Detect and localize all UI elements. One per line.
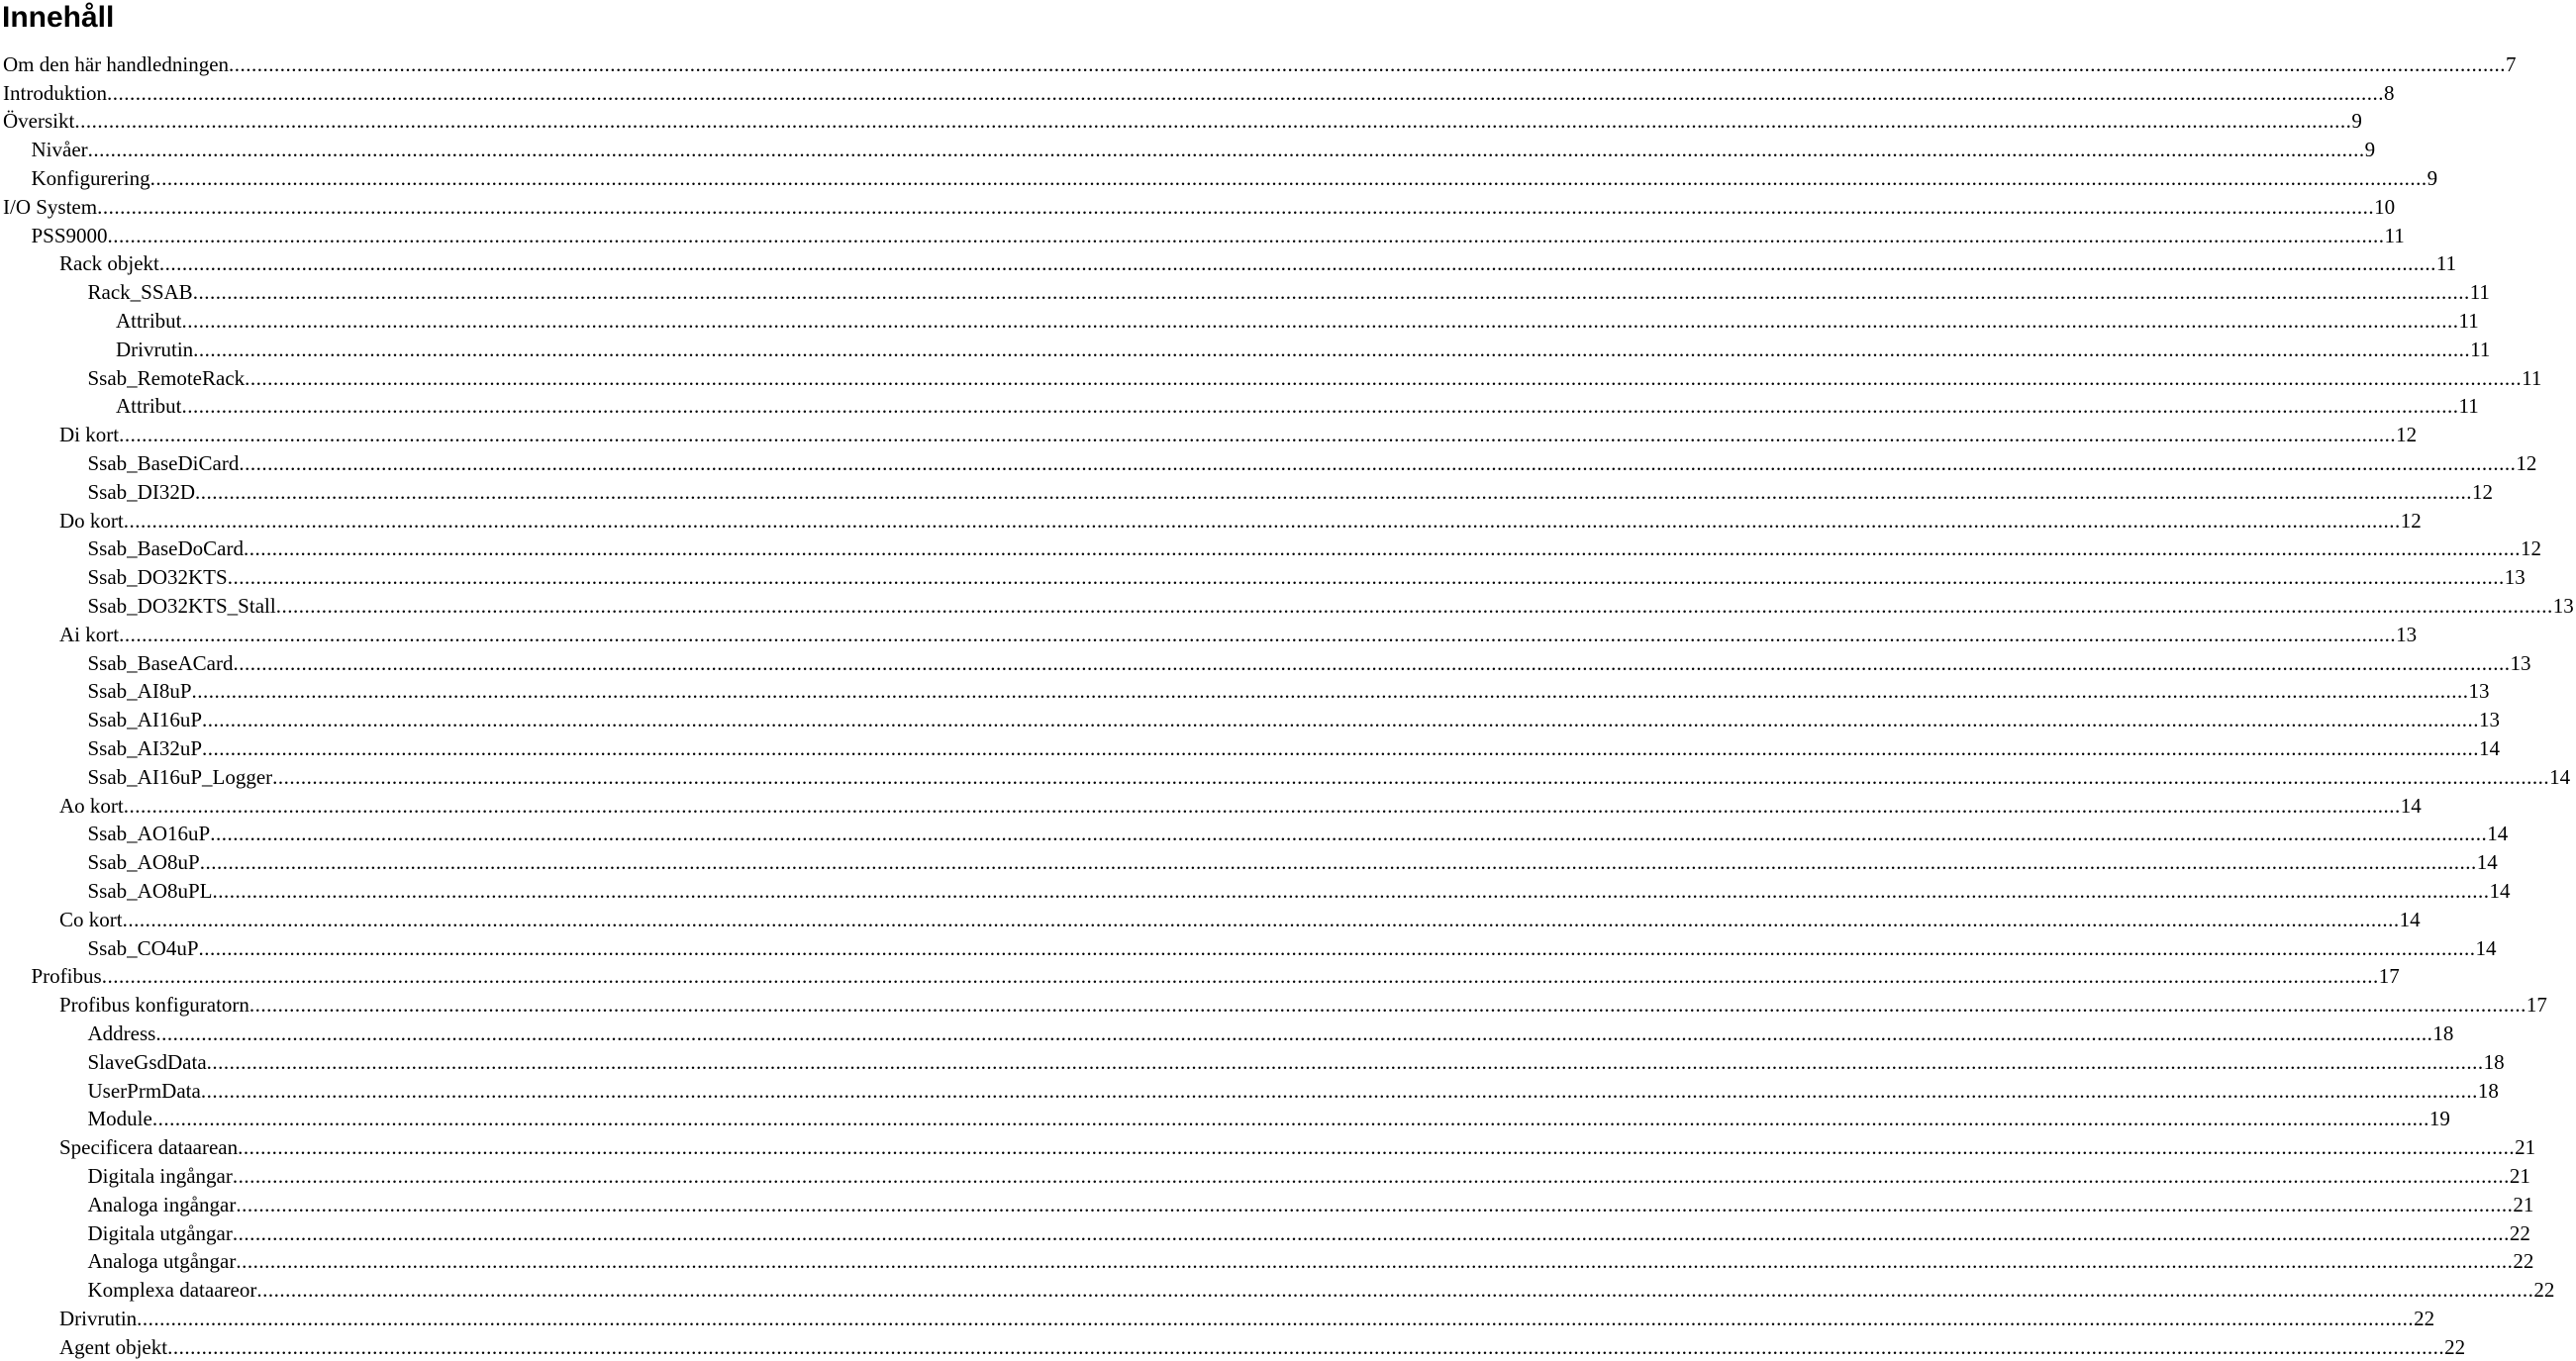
toc-page-number: 18 [2432,1021,2454,1045]
toc-entry[interactable] [0,762,2571,791]
toc-leader-dots: ................................................................................................................................................................................................................................................................................................................................................................................................................ [123,793,2401,818]
toc-entry[interactable] [0,192,2396,221]
toc-entry[interactable] [0,820,2509,848]
toc-page-number: 8 [2384,80,2395,105]
toc-page-number: 13 [2479,708,2501,732]
toc-leader-dots: ................................................................................................................................................................................................................................................................................................................................................................................................................ [181,308,2459,333]
toc-entry[interactable] [0,620,2418,648]
toc-entry-label: Ssab_AI32uP [87,735,203,760]
toc-page-number: 13 [2552,593,2574,618]
toc-leader-dots: ................................................................................................................................................................................................................................................................................................................................................................................................................ [272,764,2550,789]
toc-entry[interactable] [0,277,2490,306]
toc-entry-label: Rack_SSAB [87,280,193,305]
toc-leader-dots: ................................................................................................................................................................................................................................................................................................................................................................................................................ [123,508,2401,533]
toc-entry-label: Ssab_AO16uP [87,822,211,846]
toc-leader-dots: ................................................................................................................................................................................................................................................................................................................................................................................................................ [193,337,2471,361]
toc-entry[interactable] [0,448,2537,477]
toc-entry[interactable] [0,163,2438,192]
toc-page-number: 10 [2374,194,2396,219]
toc-entry-label: Co kort [59,907,123,931]
toc-entry-label: Komplexa dataareor [87,1278,257,1303]
toc-entry[interactable] [0,1161,2530,1190]
toc-entry[interactable] [0,477,2493,506]
toc-entry[interactable] [0,363,2542,392]
toc-entry[interactable] [0,1304,2435,1332]
toc-leader-dots: ................................................................................................................................................................................................................................................................................................................................................................................................................ [167,1334,2445,1359]
toc-leader-dots: ................................................................................................................................................................................................................................................................................................................................................................................................................ [195,479,2472,504]
toc-entry-label: Di kort [59,423,120,447]
toc-entry[interactable] [0,78,2395,107]
toc-entry-label: Konfigurering [31,165,150,190]
toc-page-number: 14 [2475,935,2497,960]
toc-entry[interactable] [0,107,2362,136]
toc-entry[interactable] [0,506,2422,535]
toc-entry[interactable] [0,306,2479,335]
toc-entry-label: Ao kort [59,793,124,818]
toc-entry[interactable] [0,1132,2536,1161]
toc-page-number: 12 [2516,450,2537,475]
toc-page-number: 7 [2506,51,2517,76]
toc-entry-label: Ssab_DO32KTS [87,565,228,590]
toc-page-number: 18 [2477,1078,2499,1103]
toc-entry-label: Module [87,1107,152,1131]
toc-entry[interactable] [0,905,2421,933]
toc-entry[interactable] [0,1247,2534,1276]
toc-page-number: 21 [2513,1192,2534,1216]
toc-leader-dots: ................................................................................................................................................................................................................................................................................................................................................................................................................ [232,1163,2510,1188]
toc-leader-dots: ................................................................................................................................................................................................................................................................................................................................................................................................................ [239,450,2517,475]
toc-entry[interactable] [0,1105,2450,1133]
toc-page-number: 22 [2513,1249,2534,1274]
toc-entry-label: Attribut [116,394,182,419]
toc-entry-label: Rack objekt [59,251,159,276]
toc-leader-dots: ................................................................................................................................................................................................................................................................................................................................................................................................................ [212,878,2490,903]
toc-page-number: 14 [2400,793,2422,818]
toc-entry-label: Agent objekt [59,1334,168,1359]
toc-entry-label: UserPrmData [87,1078,201,1103]
toc-leader-dots: ................................................................................................................................................................................................................................................................................................................................................................................................................ [238,1135,2516,1160]
toc-leader-dots: ................................................................................................................................................................................................................................................................................................................................................................................................................ [199,850,2477,875]
toc-entry-label: Ssab_BaseDoCard [87,536,244,561]
toc-leader-dots: ................................................................................................................................................................................................................................................................................................................................................................................................................ [191,679,2469,704]
toc-entry-label: Ssab_BaseDiCard [87,450,240,475]
toc-page-number: 19 [2428,1107,2450,1131]
toc-entry[interactable] [0,135,2376,163]
toc-leader-dots: ................................................................................................................................................................................................................................................................................................................................................................................................................ [151,1107,2429,1131]
page-title: Innehåll [2,1,115,34]
toc-leader-dots: ................................................................................................................................................................................................................................................................................................................................................................................................................ [233,650,2511,675]
toc-page-number: 12 [2520,536,2541,561]
toc-page-number: 14 [2549,764,2571,789]
toc-entry-label: Ssab_BaseACard [87,650,234,675]
toc-page-number: 14 [2476,850,2498,875]
toc-entry-label: Ssab_AI8uP [87,679,192,704]
toc-entry-label: Drivrutin [116,337,194,361]
toc-leader-dots: ................................................................................................................................................................................................................................................................................................................................................................................................................ [122,907,2400,931]
toc-entry[interactable] [0,933,2497,962]
toc-entry-label: Ssab_RemoteRack [87,365,246,390]
toc-page-number: 14 [2487,822,2509,846]
toc-leader-dots: ................................................................................................................................................................................................................................................................................................................................................................................................................ [256,1278,2534,1303]
toc-page-number: 11 [2470,337,2491,361]
toc-leader-dots: ................................................................................................................................................................................................................................................................................................................................................................................................................ [245,365,2523,390]
toc-entry-label: Attribut [116,308,182,333]
toc-entry-label: Nivåer [31,138,88,162]
toc-page-number: 11 [2458,308,2479,333]
toc-page-number: 14 [2479,735,2501,760]
toc-leader-dots: ................................................................................................................................................................................................................................................................................................................................................................................................................ [210,822,2488,846]
toc-leader-dots: ................................................................................................................................................................................................................................................................................................................................................................................................................ [119,622,2397,646]
toc-page-number: 17 [2526,993,2547,1018]
toc-entry-label: Ssab_DO32KTS_Stall [87,593,276,618]
toc-page-number: 14 [2489,878,2511,903]
toc-entry-label: I/O System [3,194,98,219]
toc-leader-dots: ................................................................................................................................................................................................................................................................................................................................................................................................................ [101,964,2379,989]
toc-leader-dots: ................................................................................................................................................................................................................................................................................................................................................................................................................ [236,1249,2514,1274]
toc-entry-label: Profibus [31,964,102,989]
toc-entry[interactable] [0,1190,2534,1218]
toc-page-number: 18 [2483,1049,2505,1074]
toc-leader-dots: ................................................................................................................................................................................................................................................................................................................................................................................................................ [158,251,2436,276]
toc-leader-dots: ................................................................................................................................................................................................................................................................................................................................................................................................................ [202,708,2480,732]
toc-leader-dots: ................................................................................................................................................................................................................................................................................................................................................................................................................ [87,138,2365,162]
toc-entry[interactable] [0,791,2422,820]
toc-entry-label: Om den här handledningen [3,51,230,76]
toc-entry[interactable] [0,705,2501,733]
toc-entry[interactable] [0,733,2501,762]
toc-entry-label: Ssab_AI16uP [87,708,203,732]
toc-page-number: 9 [2351,109,2362,134]
toc-entry-label: SlaveGsdData [87,1049,207,1074]
toc-entry[interactable] [0,876,2511,905]
toc-entry-label: Ssab_AI16uP_Logger [87,764,273,789]
toc-page-number: 11 [2458,394,2479,419]
toc-leader-dots: ................................................................................................................................................................................................................................................................................................................................................................................................................ [236,1192,2514,1216]
toc-entry[interactable] [0,847,2498,876]
toc-entry-label: Ssab_AO8uPL [87,878,213,903]
toc-entry-label: Analoga ingångar [87,1192,237,1216]
toc-page-number: 11 [2384,223,2405,247]
toc-page-number: 12 [2396,423,2418,447]
toc-entry[interactable] [0,249,2457,278]
toc-entry[interactable] [0,990,2547,1019]
toc-leader-dots: ................................................................................................................................................................................................................................................................................................................................................................................................................ [107,223,2385,247]
toc-entry[interactable] [0,1332,2466,1361]
toc-page-number: 14 [2399,907,2421,931]
toc-leader-dots: ................................................................................................................................................................................................................................................................................................................................................................................................................ [74,109,2352,134]
toc-page-number: 12 [2400,508,2422,533]
toc-page-number: 22 [2509,1220,2530,1245]
toc-entry[interactable] [0,392,2479,421]
toc-entry[interactable] [0,1047,2505,1076]
toc-leader-dots: ................................................................................................................................................................................................................................................................................................................................................................................................................ [149,165,2427,190]
toc-leader-dots: ................................................................................................................................................................................................................................................................................................................................................................................................................ [97,194,2375,219]
toc-entry-label: Ssab_CO4uP [87,935,199,960]
toc-page-number: 13 [2510,650,2531,675]
toc-leader-dots: ................................................................................................................................................................................................................................................................................................................................................................................................................ [198,935,2476,960]
toc-entry-label: Profibus konfiguratorn [59,993,249,1018]
toc-entry-label: Ssab_DI32D [87,479,195,504]
toc-leader-dots: ................................................................................................................................................................................................................................................................................................................................................................................................................ [229,51,2507,76]
toc-entry[interactable] [0,677,2490,706]
toc-leader-dots: ................................................................................................................................................................................................................................................................................................................................................................................................................ [192,280,2470,305]
toc-page-number: 11 [2469,280,2490,305]
toc-entry-label: Digitala utgångar [87,1220,233,1245]
toc-entry[interactable] [0,535,2541,563]
toc-entry[interactable] [0,1019,2454,1047]
toc-page-number: 22 [2444,1334,2466,1359]
toc-page-number: 21 [2515,1135,2536,1160]
toc-entry-label: Specificera dataarean [59,1135,239,1160]
toc-entry-label: Ssab_AO8uP [87,850,200,875]
toc-entry-label: Drivrutin [59,1306,138,1330]
toc-entry-label: PSS9000 [31,223,108,247]
toc-entry-label: Address [87,1021,156,1045]
toc-leader-dots: ................................................................................................................................................................................................................................................................................................................................................................................................................ [206,1049,2484,1074]
toc-entry[interactable] [0,1076,2499,1105]
toc-leader-dots: ................................................................................................................................................................................................................................................................................................................................................................................................................ [248,993,2526,1018]
toc-leader-dots: ................................................................................................................................................................................................................................................................................................................................................................................................................ [232,1220,2510,1245]
toc-page-number: 17 [2378,964,2400,989]
toc-leader-dots: ................................................................................................................................................................................................................................................................................................................................................................................................................ [243,536,2521,561]
toc-leader-dots: ................................................................................................................................................................................................................................................................................................................................................................................................................ [275,593,2553,618]
toc-entry[interactable] [0,648,2531,677]
toc-page-number: 22 [2533,1278,2555,1303]
toc-entry[interactable] [0,420,2418,448]
toc-entry-label: Ai kort [59,622,120,646]
toc-entry-label: Analoga utgångar [87,1249,237,1274]
toc-entry[interactable] [0,221,2405,249]
toc-entry[interactable] [0,1218,2530,1247]
toc-leader-dots: ................................................................................................................................................................................................................................................................................................................................................................................................................ [119,423,2397,447]
toc-leader-dots: ................................................................................................................................................................................................................................................................................................................................................................................................................ [227,565,2505,590]
toc-leader-dots: ................................................................................................................................................................................................................................................................................................................................................................................................................ [200,1078,2478,1103]
toc-page-number: 21 [2509,1163,2530,1188]
toc-leader-dots: ................................................................................................................................................................................................................................................................................................................................................................................................................ [137,1306,2415,1330]
toc-leader-dots: ................................................................................................................................................................................................................................................................................................................................................................................................................ [181,394,2459,419]
toc-leader-dots: ................................................................................................................................................................................................................................................................................................................................................................................................................ [107,80,2384,105]
toc-entry-label: Introduktion [3,80,107,105]
toc-leader-dots: ................................................................................................................................................................................................................................................................................................................................................................................................................ [202,735,2480,760]
toc-page-number: 22 [2414,1306,2435,1330]
toc-entry-label: Digitala ingångar [87,1163,233,1188]
toc-leader-dots: ................................................................................................................................................................................................................................................................................................................................................................................................................ [155,1021,2433,1045]
toc-entry[interactable] [0,49,2517,78]
toc-page-number: 9 [2427,165,2438,190]
toc-page-number: 13 [2504,565,2526,590]
toc-entry[interactable] [0,335,2491,363]
toc-page-number: 12 [2472,479,2493,504]
toc-page-number: 11 [2435,251,2457,276]
toc-page-number: 13 [2468,679,2490,704]
toc-entry[interactable] [0,1275,2555,1304]
toc-entry[interactable] [0,591,2574,620]
toc-entry-label: Do kort [59,508,124,533]
toc-page-number: 13 [2396,622,2418,646]
toc-page-number: 11 [2522,365,2542,390]
toc-entry[interactable] [0,962,2400,991]
toc-entry-label: Översikt [3,109,75,134]
toc-entry[interactable] [0,562,2526,591]
toc-page-number: 9 [2364,138,2376,162]
